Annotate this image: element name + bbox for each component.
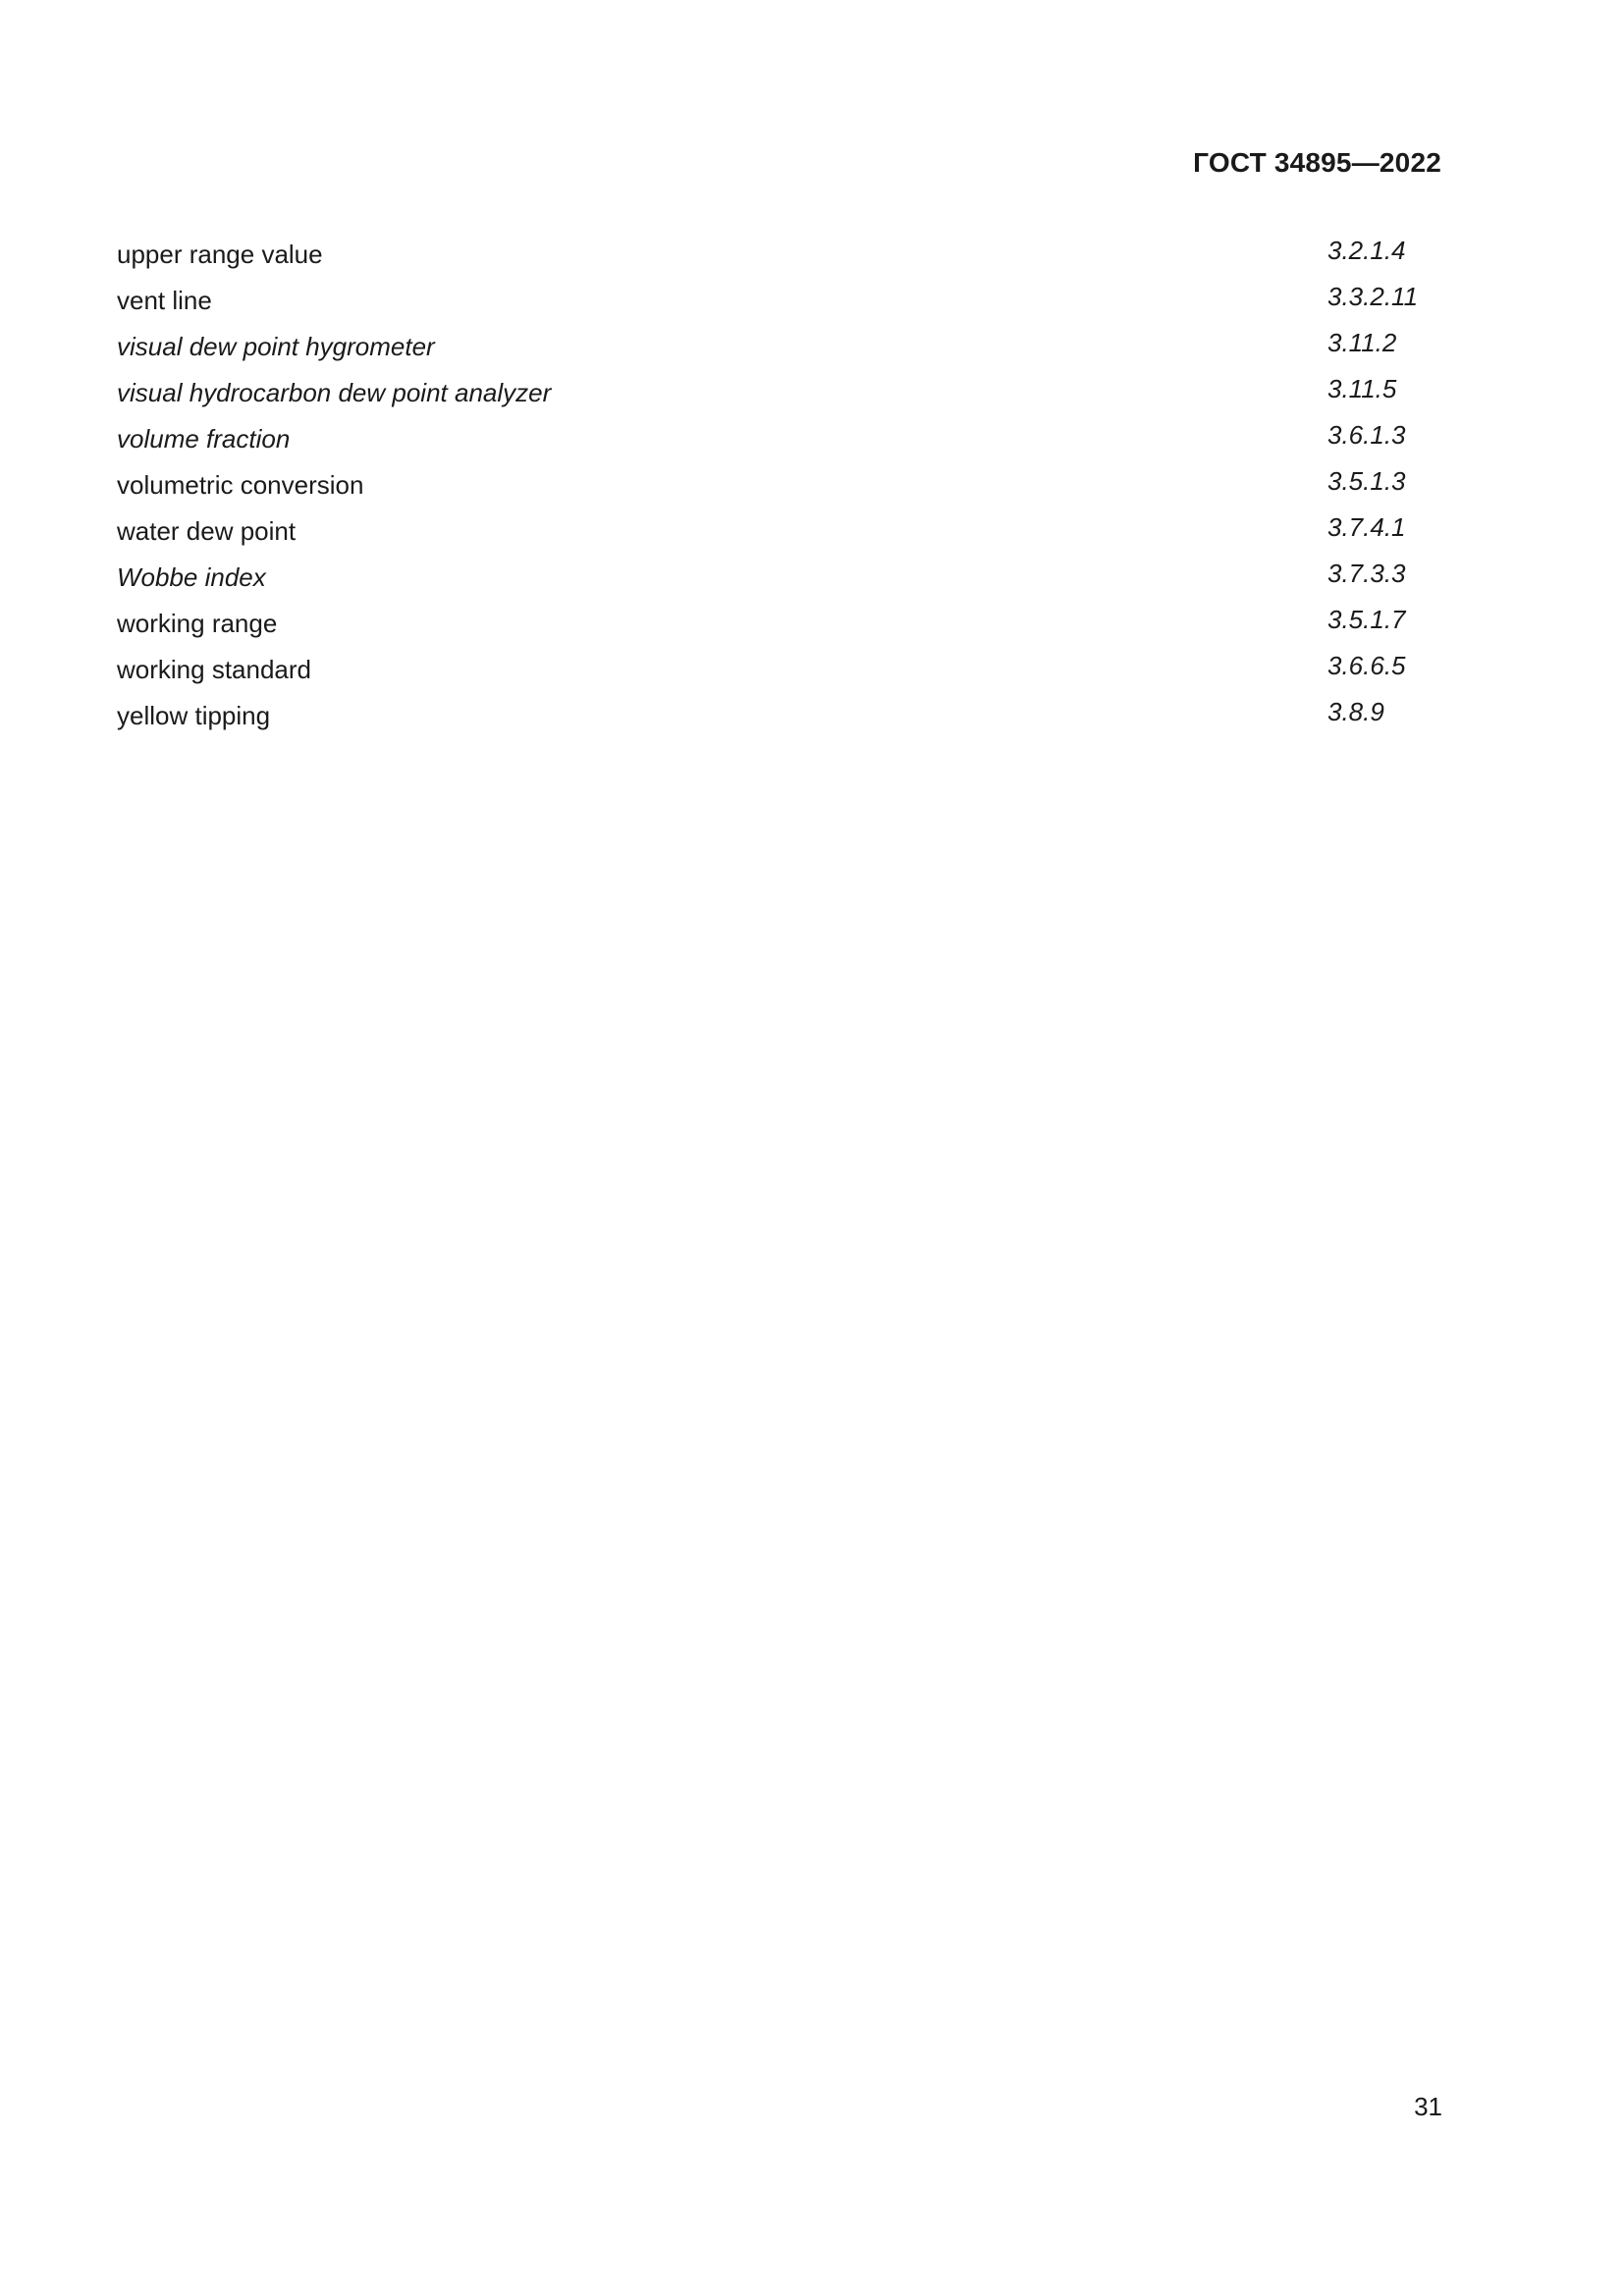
index-term: water dew point (117, 516, 297, 546)
index-term: working standard (117, 655, 311, 684)
index-term: upper range value (117, 240, 323, 269)
index-entry (117, 561, 1442, 608)
index-entry (117, 420, 1442, 469)
index-entry (117, 605, 1442, 654)
index-term: volume fraction (117, 424, 291, 454)
index-entry (117, 697, 1442, 746)
term-index-list (117, 236, 1442, 746)
index-section-ref: 3.5.1.7 (1327, 605, 1406, 634)
index-term: Wobbe index (117, 562, 266, 592)
index-section-ref: 3.7.3.3 (1327, 559, 1406, 588)
index-section-ref: 3.3.2.11 (1327, 282, 1419, 311)
index-term: vent line (117, 286, 212, 315)
index-term: volumetric conversion (117, 470, 364, 500)
index-entry (117, 236, 1442, 285)
index-section-ref: 3.5.1.3 (1327, 466, 1406, 496)
index-section-ref: 3.8.9 (1327, 697, 1384, 726)
index-entry (117, 328, 1442, 377)
index-section-ref: 3.2.1.4 (1327, 236, 1406, 265)
index-term: working range (117, 609, 278, 638)
index-entry (117, 466, 1442, 515)
index-section-ref: 3.6.6.5 (1327, 651, 1406, 680)
index-section-ref: 3.11.5 (1327, 374, 1397, 403)
index-term: visual dew point hygrometer (117, 332, 435, 361)
index-section-ref: 3.11.2 (1327, 328, 1397, 357)
index-entry (117, 374, 1442, 423)
index-entry (117, 651, 1442, 700)
index-entry (117, 512, 1442, 561)
index-term: yellow tipping (117, 701, 271, 730)
index-section-ref: 3.7.4.1 (1327, 512, 1406, 542)
page-number: 31 (1414, 2092, 1442, 2121)
index-entry (117, 282, 1442, 331)
index-section-ref: 3.6.1.3 (1327, 420, 1406, 450)
document-header-standard: ГОСТ 34895—2022 (1193, 147, 1441, 178)
index-term: visual hydrocarbon dew point analyzer (117, 378, 552, 407)
